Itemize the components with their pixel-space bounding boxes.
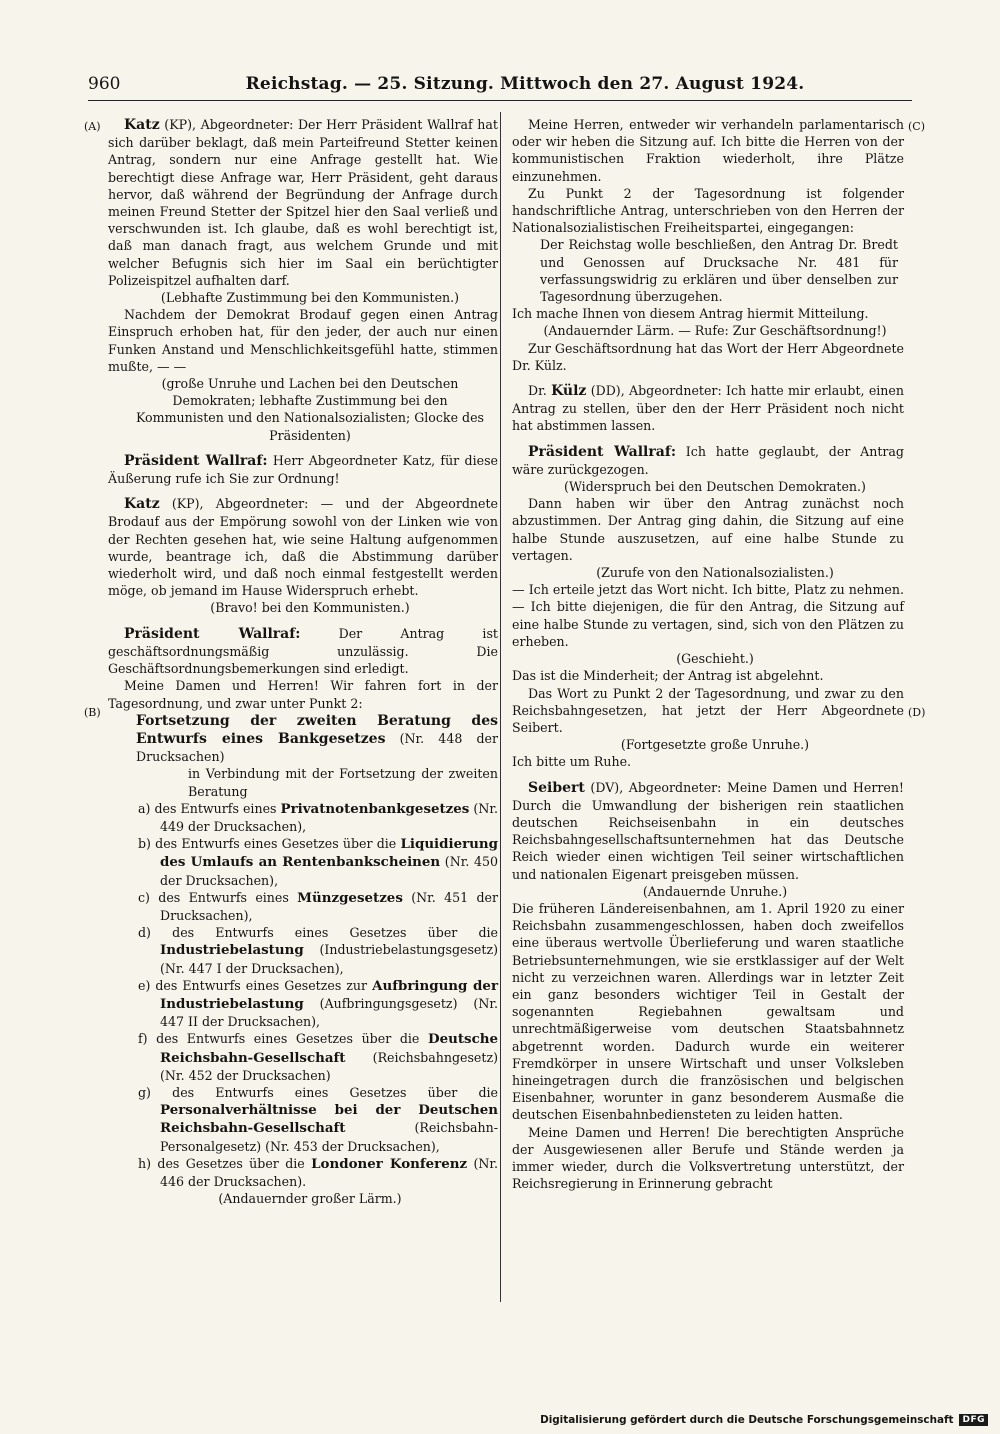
reaction: (Lebhafte Zustimmung bei den Kommunisten.) [160,290,460,306]
paragraph: — Ich erteile jetzt das Wort nicht. Ich bitte, Platz zu nehmen. — Ich bitte diejenigen, die für den Antrag, die Sitzung auf eine halbe Stunde zu vertagen, sind, sich von den Plätzen zu erheben. [512,582,904,649]
page-number: 960 [88,74,121,94]
agenda-heading [108,712,498,766]
margin-mark-c: (C) [908,120,925,133]
paragraph-text: Der Antrag ist geschäftsordnungsmäßig unzulässig. Die Geschäftsordnungsbemerkungen sind erledigt. [108,625,498,677]
agenda-item: e) des Entwurfs eines Gesetzes zur Aufbringung der Industriebelastung (Aufbringungsgesetz) (Nr. 447 II der Drucksachen), [138,977,498,1030]
agenda-item: b) des Entwurfs eines Gesetzes über die Liquidierung des Umlaufs an Rentenbankscheinen (Nr. 450 der Drucksachen), [138,836,498,888]
page-header [88,74,912,100]
motion-quote: Der Reichstag wolle beschließen, den Antrag Dr. Bredt und Genossen auf Drucksache Nr. 481 für verfassungswidrig zu erklären und über denselben zur Tagesordnung überzugehen. [540,237,898,305]
reaction: (Fortgesetzte große Unruhe.) [620,737,810,753]
speaker-name: Präsident Wallraf: [124,452,268,469]
paragraph: Ich mache Ihnen von diesem Antrag hiermit Mitteilung. [512,306,869,322]
speaker-name: Katz [124,496,160,513]
paragraph-text: (DD), Abgeordneter: Ich hatte mir erlaubt, einen Antrag zu stellen, über den der Herr Präsident noch nicht hat abstimmen lassen. [512,383,904,434]
speaker-name: Präsident Wallraf: [124,625,301,642]
paragraph: Nachdem der Demokrat Brodauf gegen einen Antrag Einspruch erhoben hat, für den jeder, der auch nur einen Funken Anstand und Menschlichkeitsgefühl hatte, stimmen mußte, — — [108,307,498,374]
agenda-item: d) des Entwurfs eines Gesetzes über die Industriebelastung (Industriebelastungsgesetz) (Nr. 447 I der Drucksachen), [138,925,498,976]
agenda-title: Fortsetzung der zweiten Beratung des Entwurfs eines Bankgesetzes [136,712,498,747]
speaker-name: Külz [551,383,587,400]
header-title: Reichstag. — 25. Sitzung. Mittwoch den 27. August 1924. [245,74,805,94]
agenda-subheading: in Verbindung mit der Fortsetzung der zweiten Beratung [188,766,498,799]
margin-mark-b: (B) [84,706,101,719]
agenda-items [108,800,498,1190]
paragraph-text: Herr Abgeordneter Katz, für diese Äußerung rufe ich Sie zur Ordnung! [108,452,498,487]
paragraph: Zu Punkt 2 der Tagesordnung ist folgender handschriftliche Antrag, unterschrieben von den Herren der Nationalsozialistischen Freiheitspartei, eingegangen: [512,185,904,236]
header-rule [88,100,912,101]
paragraph-text: (DV), Abgeordneter: Meine Damen und Herren! Durch die Umwandlung der bisherigen rein staatlichen deutschen Reichseisenbahn in ein deutsches Reichsbahngesellschaftsunternehmen hat das Deutsche Reich wieder einen wichtigen Teil seiner wirtschaftlichen und nationalen Eigenart preisgeben müssen. [512,779,904,882]
paragraph: Meine Herren, entweder wir verhandeln parlamentarisch oder wir heben die Sitzung auf. Ich bitte die Herren von der kommunistischen Fraktion wiederholt, ihre Plätze einzunehmen. [512,117,904,184]
column-divider [500,112,501,1302]
paragraph [108,495,498,599]
agenda-item: h) des Gesetzes über die Londoner Konferenz (Nr. 446 der Drucksachen). [138,1155,499,1189]
margin-mark-d: (D) [908,706,926,719]
paragraph [108,116,498,289]
credit-text: Digitalisierung gefördert durch die Deutsche Forschungsgemeinschaft [540,1414,954,1426]
paragraph [512,779,904,883]
paragraph: Ich bitte um Ruhe. [512,754,632,770]
reaction: (Bravo! bei den Kommunisten.) [210,600,410,616]
reaction: (Zurufe von den Nationalsozialisten.) [596,565,834,581]
reaction: (Andauernder großer Lärm.) [218,1191,402,1207]
agenda-item: f) des Entwurfs eines Gesetzes über die Deutsche Reichsbahn-Gesellschaft (Reichsbahngesetz) (Nr. 452 der Drucksachen) [138,1031,498,1083]
paragraph-text: Ich hatte geglaubt, der Antrag wäre zurückgezogen. [512,443,904,477]
paragraph: Meine Damen und Herren! Wir fahren fort in der Tagesordnung, und zwar unter Punkt 2: [108,678,498,711]
right-column [512,116,904,1192]
speaker-name: Seibert [528,779,585,796]
paragraph: Dann haben wir über den Antrag zunächst noch abzustimmen. Der Antrag ging dahin, die Sitzung auf eine halbe Stunde auszusetzen, auf eine halbe Stunde zu vertagen. [512,496,904,563]
paragraph: Das ist die Minderheit; der Antrag ist abgelehnt. [512,668,824,684]
paragraph: Zur Geschäftsordnung hat das Wort der Herr Abgeordnete Dr. Külz. [512,340,904,373]
margin-mark-a: (A) [84,120,101,133]
speaker-name: Präsident Wallraf: [528,443,677,460]
reaction: (große Unruhe und Lachen bei den Deutschen Demokraten; lebhafte Zustimmung bei den Kommunisten und den Nationalsozialisten; Glocke des Präsidenten) [135,376,485,443]
reaction: (Widerspruch bei den Deutschen Demokraten.) [564,479,866,495]
dfg-logo-icon: DFG [959,1414,988,1426]
paragraph: Dr. Külz (DD), Abgeordneter: Ich hatte mir erlaubt, einen Antrag zu stellen, über den der Herr Präsident noch nicht hat abstimmen lassen. [512,383,904,434]
paragraph: Meine Damen und Herren! Die berechtigten Ansprüche der Ausgewiesenen aller Berufe und Stände werden ja immer wieder, durch die Volksvertretung unterstützt, der Reichsregierung in Erinnerung gebracht [512,1124,904,1192]
paragraph [512,443,904,478]
paragraph: Das Wort zu Punkt 2 der Tagesordnung, und zwar zu den Reichsbahngesetzen, hat jetzt der Herr Abgeordnete Seibert. [512,685,904,735]
digitization-credit [540,1414,988,1426]
paragraph-text: (KP), Abgeordneter: Der Herr Präsident Wallraf hat sich darüber beklagt, daß mein Parteifreund Stetter keinen Antrag, sondern nur eine Anfrage gestellt hat. Wie berechtigt diese Anfrage war, Herr Präsident, geht daraus hervor, daß während der Begründung der Anfrage durch meinen Freund Stetter der Spitzel hier den Saal verließ und verschwunden ist. Ich glaube, daß es wohl berechtigt ist, daß man danach fragt, aus welchem Grunde und mit welcher Befugnis sich hier im Saal ein berüchtigter Polizeispitzel aufhalten darf. [108,117,498,288]
reaction: (Andauernder Lärm. — Rufe: Zur Geschäftsordnung!) [543,323,887,339]
paragraph-text: (KP), Abgeordneter: — und der Abgeordnete Brodauf aus der Empörung sowohl von der Linken wie von der Rechten gesehen hat, wie seine Haltung aufgenommen wurde, beantrage ich, daß die Abstimmung darüber wiederholt wird, und daß noch einmal festgestellt werden möge, ob jemand im Hause Widerspruch erhebt. [108,496,498,599]
agenda-reference: (Nr. 448 der Drucksachen) [136,730,498,765]
agenda-item: a) des Entwurfs eines Privatnotenbankgesetzes (Nr. 449 der Drucksachen), [138,800,498,834]
paragraph: Die früheren Ländereisenbahnen, am 1. April 1920 zu einer Reichsbahn zusammengeschlossen, haben doch zweifellos eine überaus wertvolle Überlieferung und waren staatliche Betriebsunternehmungen, wie sie erstklassiger auf der Welt nicht zu verzeichnen waren. Allerdings war in letzter Zeit ein ganz besonders wichtiger Teil in Gestalt der sogenannten Regiebahnen gewaltsam und unrechtmäßigerweise vom deutschen Staatsbahnnetz abgetrennt worden. Dadurch wurde ein weiterer Fremdkörper in unsere Wirtschaft und unser Volksleben hineingetragen durch die französischen und belgischen Eisenbahner, worunter in ganz besonderem Ausmaße die deutschen Eisenbahnbediensteten zu leiden hatten. [512,900,904,1123]
paragraph [108,625,498,678]
reaction: (Geschieht.) [676,651,754,667]
agenda-item: c) des Entwurfs eines Münzgesetzes (Nr. 451 der Drucksachen), [138,889,498,923]
left-column [108,116,498,1207]
reaction: (Andauernde Unruhe.) [642,883,788,899]
agenda-item: g) des Entwurfs eines Gesetzes über die Personalverhältnisse bei der Deutschen Reichsbahn-Gesellschaft (Reichsbahn-Personalgesetz) (Nr. 453 der Drucksachen), [138,1084,498,1154]
paragraph [108,452,498,487]
speaker-name: Katz [124,117,160,133]
